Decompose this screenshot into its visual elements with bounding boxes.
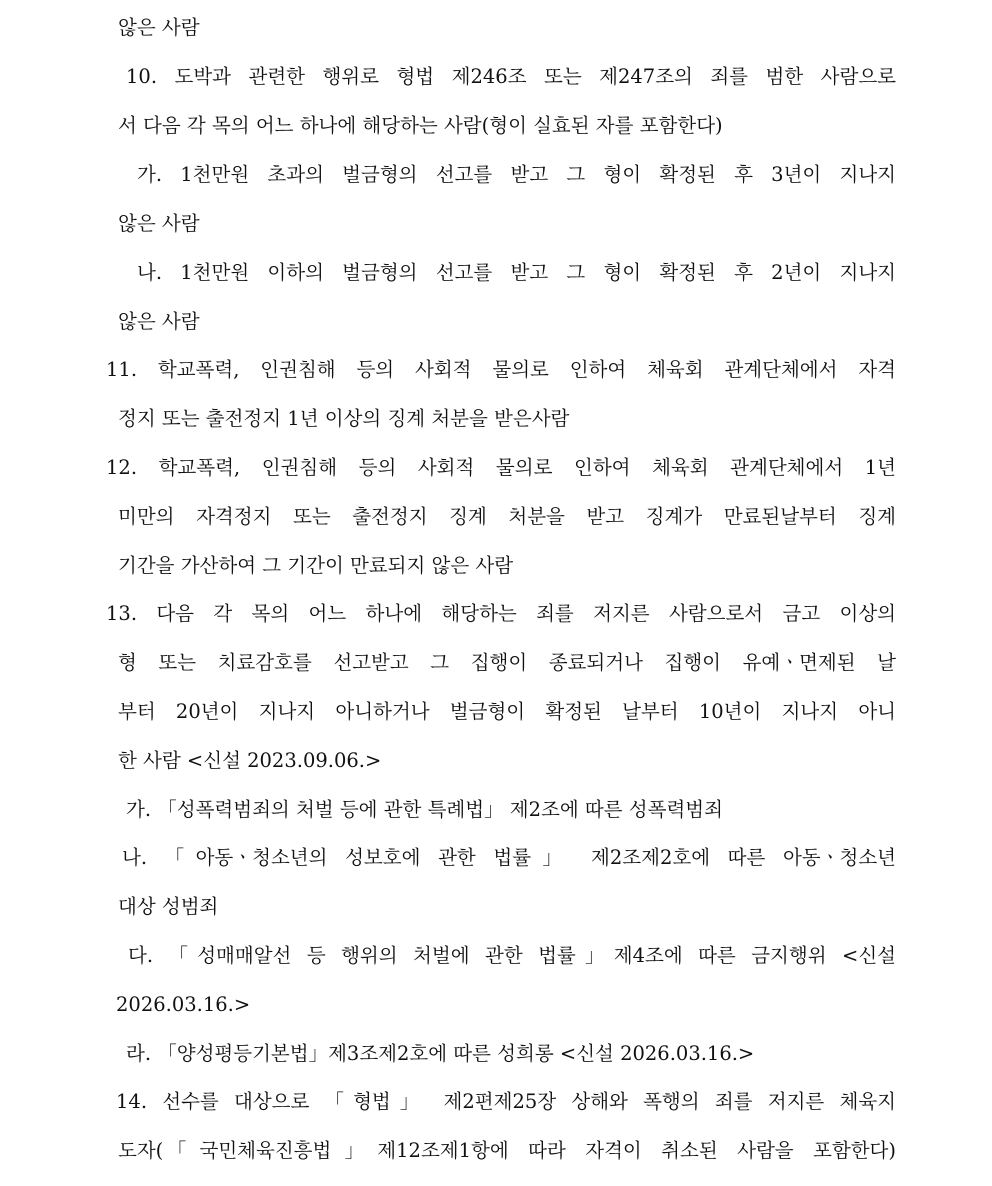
text-line: 않은 사람 (118, 212, 200, 235)
text-line: 형 또는 치료감호를 선고받고 그 집행이 종료되거나 집행이 유예ㆍ면제된 날 (118, 651, 896, 674)
text-line: 나. 「아동ㆍ청소년의 성보호에 관한 법률」 제2조제2호에 따른 아동ㆍ청소년 (122, 846, 896, 869)
text-line: 않은 사람 (118, 16, 200, 39)
text-line: 라. 「양성평등기본법」제3조제2호에 따른 성희롱 <신설 2026.03.16.> (126, 1042, 755, 1065)
text-line: 14. 선수를 대상으로 「형법」 제2편제25장 상해와 폭행의 죄를 저지른 체육지 (116, 1090, 896, 1113)
text-line: 10. 도박과 관련한 행위로 형법 제246조 또는 제247조의 죄를 범한 사람으로 (126, 65, 896, 88)
text-line: 나. 1천만원 이하의 벌금형의 선고를 받고 그 형이 확정된 후 2년이 지나지 (137, 261, 896, 284)
text-line: 13. 다음 각 목의 어느 하나에 해당하는 죄를 저지른 사람으로서 금고 이상의 (106, 602, 896, 625)
text-line: 11. 학교폭력, 인권침해 등의 사회적 물의로 인하여 체육회 관계단체에서 자격 (106, 358, 896, 381)
text-line: 가. 「성폭력범죄의 처벌 등에 관한 특례법」 제2조에 따른 성폭력범죄 (126, 798, 723, 821)
text-line: 12. 학교폭력, 인권침해 등의 사회적 물의로 인하여 체육회 관계단체에서 1년 (106, 456, 896, 479)
text-line: 도자(「국민체육진흥법」제12조제1항에 따라 자격이 취소된 사람을 포함한다) (118, 1139, 896, 1162)
text-line: 미만의 자격정지 또는 출전정지 징계 처분을 받고 징계가 만료된날부터 징계 (118, 505, 896, 528)
text-line: 대상 성범죄 (118, 895, 219, 918)
text-line: 한 사람 <신설 2023.09.06.> (118, 749, 382, 772)
text-line: 다. 「성매매알선 등 행위의 처벌에 관한 법률」제4조에 따른 금지행위 <신설 (128, 944, 896, 967)
text-line: 서 다음 각 목의 어느 하나에 해당하는 사람(형이 실효된 자를 포함한다) (118, 114, 723, 137)
text-line: 가. 1천만원 초과의 벌금형의 선고를 받고 그 형이 확정된 후 3년이 지나지 (137, 163, 896, 186)
text-line: 2026.03.16.> (116, 993, 251, 1016)
text-line: 않은 사람 (118, 310, 200, 333)
text-line: 정지 또는 출전정지 1년 이상의 징계 처분을 받은사람 (118, 407, 570, 430)
text-line: 기간을 가산하여 그 기간이 만료되지 않은 사람 (118, 554, 514, 577)
text-line: 부터 20년이 지나지 아니하거나 벌금형이 확정된 날부터 10년이 지나지 아니 (118, 700, 896, 723)
